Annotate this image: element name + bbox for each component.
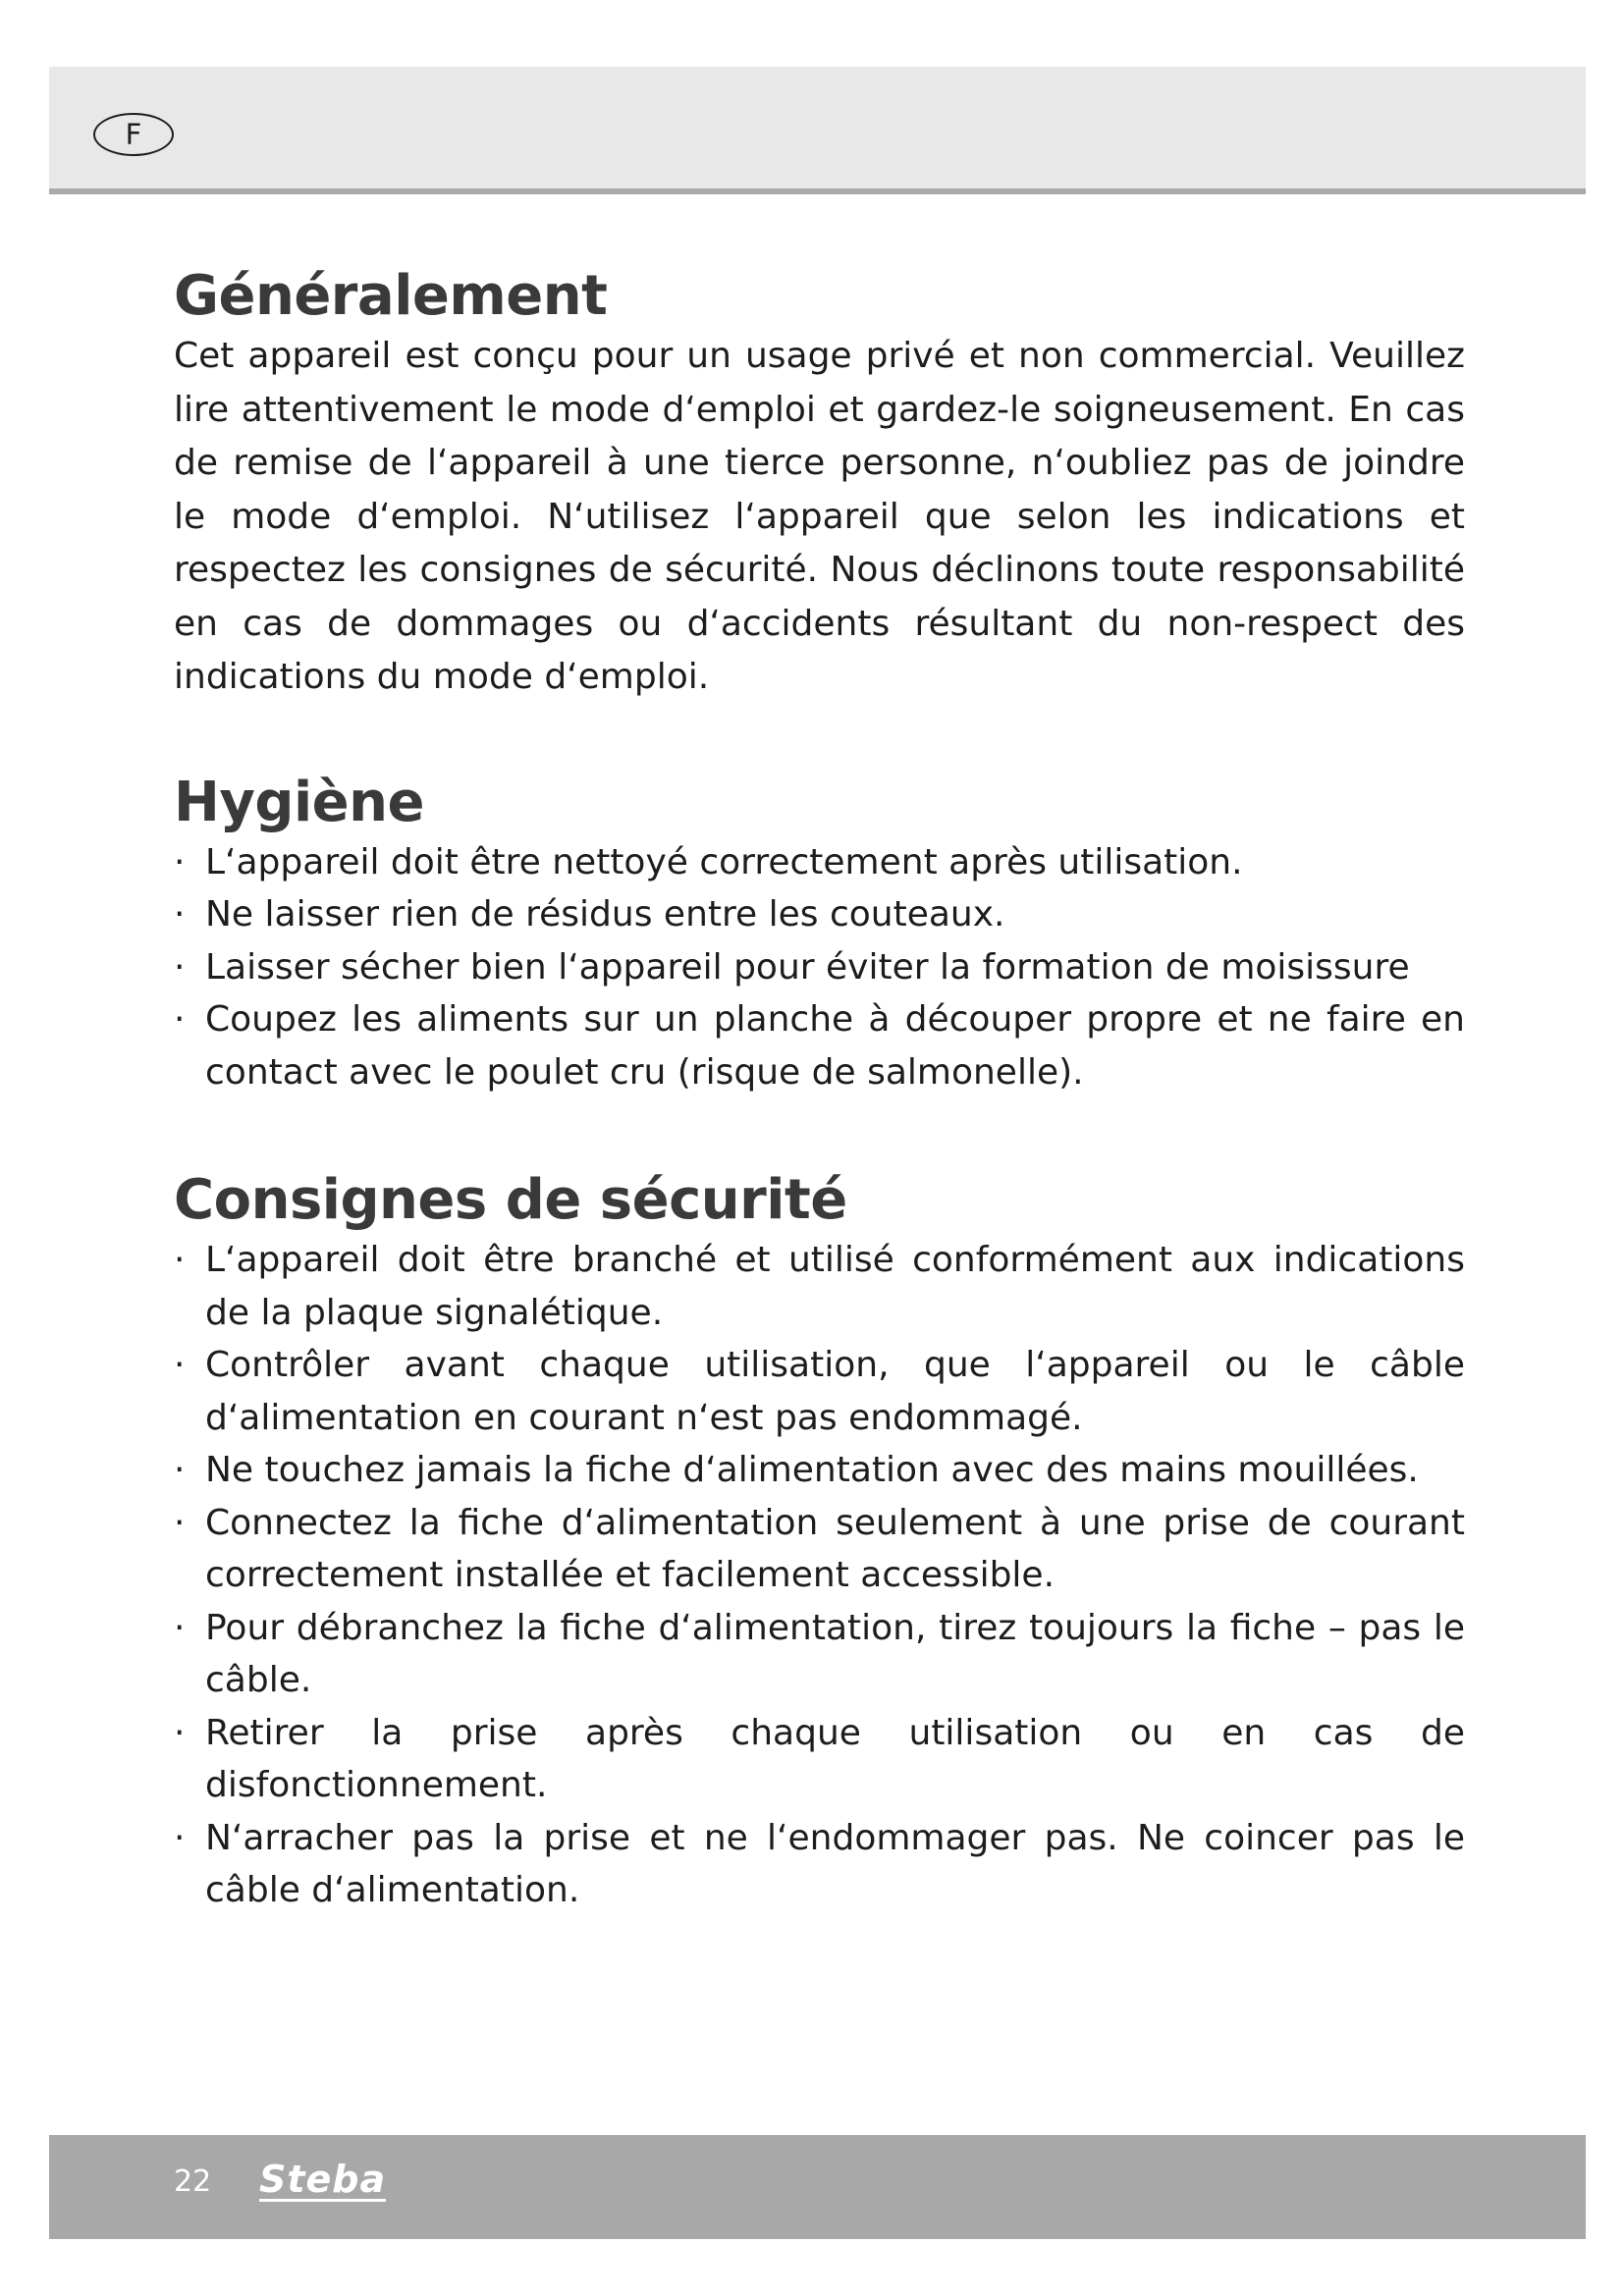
list-item: · N‘arracher pas la prise et ne l‘endommager pas. Ne coincer pas le câble d‘alimentation. xyxy=(174,1812,1465,1917)
list-item: · Connectez la fiche d‘alimentation seulement à une prise de courant correctement installée et facilement accessible. xyxy=(174,1497,1465,1602)
page-number: 22 xyxy=(174,2164,212,2199)
list-item: · Retirer la prise après chaque utilisation ou en cas de disfonctionnement. xyxy=(174,1707,1465,1812)
bullet-icon: · xyxy=(174,1817,186,1858)
bullet-icon: · xyxy=(174,999,186,1040)
bullet-icon: · xyxy=(174,1345,186,1385)
list-item: · L‘appareil doit être nettoyé correctement après utilisation. xyxy=(174,836,1465,889)
list-item: · Pour débranchez la fiche d‘alimentation, tirez toujours la fiche – pas le câble. xyxy=(174,1602,1465,1707)
list-item: · L‘appareil doit être branché et utilisé conformément aux indications de la plaque signalétique. xyxy=(174,1234,1465,1339)
general-paragraph: Cet appareil est conçu pour un usage privé et non commercial. Veuillez lire attentivement le mode d‘emploi et gardez-le soigneusement. En cas de remise de l‘appareil à une tierce personne, n‘oubliez pas de joindre le mode d‘emploi. N‘utilisez l‘appareil que selon les indications et respectez les consignes de sécurité. Nous déclinons toute responsabilité en cas de dommages ou d‘accidents résultant du non-respect des indications du mode d‘emploi. xyxy=(174,336,1465,697)
list-item: · Ne laisser rien de résidus entre les couteaux. xyxy=(174,888,1465,941)
section-safety xyxy=(174,1167,1465,1917)
bullet-icon: · xyxy=(174,841,186,882)
header-band xyxy=(49,67,1586,194)
bullet-icon: · xyxy=(174,1502,186,1543)
list-item: · Coupez les aliments sur un planche à découper propre et ne faire en contact avec le poulet cru (risque de salmonelle). xyxy=(174,993,1465,1098)
bullet-icon: · xyxy=(174,1450,186,1490)
bullet-icon: · xyxy=(174,946,186,988)
section-hygiene xyxy=(174,770,1465,1099)
list-item: · Laisser sécher bien l‘appareil pour éviter la formation de moisissure xyxy=(174,941,1465,994)
safety-list xyxy=(174,1234,1465,1917)
hygiene-list xyxy=(174,836,1465,1099)
list-item: · Contrôler avant chaque utilisation, que l‘appareil ou le câble d‘alimentation en courant n‘est pas endommagé. xyxy=(174,1339,1465,1444)
steba-logo: Steba xyxy=(259,2158,387,2201)
section-title-hygiene: Hygiène xyxy=(174,770,424,834)
language-badge: F xyxy=(93,113,174,156)
bullet-icon: · xyxy=(174,894,186,934)
bullet-icon: · xyxy=(174,1607,186,1648)
page-content xyxy=(174,263,1465,1917)
list-item: · Ne touchez jamais la fiche d‘alimentation avec des mains mouillées. xyxy=(174,1444,1465,1497)
section-title-safety: Consignes de sécurité xyxy=(174,1168,847,1232)
section-general xyxy=(174,263,1465,705)
section-title-general: Généralement xyxy=(174,264,608,328)
bullet-icon: · xyxy=(174,1240,186,1280)
bullet-icon: · xyxy=(174,1712,186,1753)
